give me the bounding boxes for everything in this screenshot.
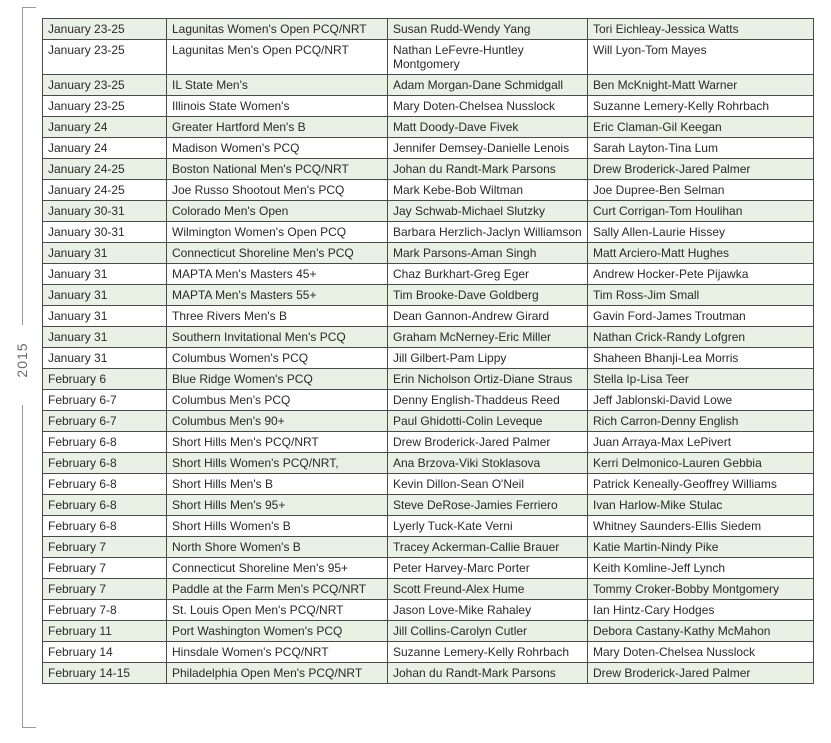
event-cell: Short Hills Men's 95+: [167, 495, 388, 516]
event-cell: North Shore Women's B: [167, 537, 388, 558]
runners-up-cell: Stella Ip-Lisa Teer: [588, 369, 814, 390]
table-row: [43, 159, 814, 180]
runners-up-cell: Shaheen Bhanji-Lea Morris: [588, 348, 814, 369]
table-row: [43, 558, 814, 579]
runners-up-cell: Ivan Harlow-Mike Stulac: [588, 495, 814, 516]
winners-cell: Jill Gilbert-Pam Lippy: [388, 348, 588, 369]
winners-cell: Dean Gannon-Andrew Girard: [388, 306, 588, 327]
runners-up-cell: Gavin Ford-James Troutman: [588, 306, 814, 327]
event-cell: Colorado Men's Open: [167, 201, 388, 222]
event-cell: Connecticut Shoreline Men's 95+: [167, 558, 388, 579]
table-row: [43, 537, 814, 558]
event-cell: Short Hills Men's B: [167, 474, 388, 495]
runners-up-cell: Patrick Keneally-Geoffrey Williams: [588, 474, 814, 495]
event-cell: Philadelphia Open Men's PCQ/NRT: [167, 663, 388, 684]
runners-up-cell: Jeff Jablonski-David Lowe: [588, 390, 814, 411]
date-cell: January 23-25: [43, 96, 167, 117]
date-cell: January 31: [43, 327, 167, 348]
table-row: [43, 453, 814, 474]
event-cell: Madison Women's PCQ: [167, 138, 388, 159]
event-cell: MAPTA Men's Masters 55+: [167, 285, 388, 306]
runners-up-cell: Ian Hintz-Cary Hodges: [588, 600, 814, 621]
date-cell: February 6-8: [43, 474, 167, 495]
bracket-vertical-line: [22, 405, 23, 727]
winners-cell: Lyerly Tuck-Kate Verni: [388, 516, 588, 537]
winners-cell: Barbara Herzlich-Jaclyn Williamson: [388, 222, 588, 243]
table-row: [43, 474, 814, 495]
winners-cell: Paul Ghidotti-Colin Leveque: [388, 411, 588, 432]
winners-cell: Erin Nicholson Ortiz-Diane Straus: [388, 369, 588, 390]
date-cell: February 14: [43, 642, 167, 663]
date-cell: February 7: [43, 558, 167, 579]
winners-cell: Suzanne Lemery-Kelly Rohrbach: [388, 642, 588, 663]
event-cell: IL State Men's: [167, 75, 388, 96]
winners-cell: Kevin Dillon-Sean O'Neil: [388, 474, 588, 495]
table-row: [43, 117, 814, 138]
winners-cell: Mary Doten-Chelsea Nusslock: [388, 96, 588, 117]
date-cell: January 24-25: [43, 180, 167, 201]
date-cell: January 23-25: [43, 19, 167, 40]
winners-cell: Susan Rudd-Wendy Yang: [388, 19, 588, 40]
table-row: [43, 243, 814, 264]
date-cell: January 24: [43, 117, 167, 138]
event-cell: Paddle at the Farm Men's PCQ/NRT: [167, 579, 388, 600]
table-row: [43, 138, 814, 159]
winners-cell: Drew Broderick-Jared Palmer: [388, 432, 588, 453]
winners-cell: Johan du Randt-Mark Parsons: [388, 663, 588, 684]
runners-up-cell: Whitney Saunders-Ellis Siedem: [588, 516, 814, 537]
winners-cell: Denny English-Thaddeus Reed: [388, 390, 588, 411]
date-cell: January 23-25: [43, 40, 167, 75]
runners-up-cell: Andrew Hocker-Pete Pijawka: [588, 264, 814, 285]
bracket-bottom-line: [22, 727, 36, 728]
runners-up-cell: Debora Castany-Kathy McMahon: [588, 621, 814, 642]
date-cell: February 6-8: [43, 516, 167, 537]
event-cell: Connecticut Shoreline Men's PCQ: [167, 243, 388, 264]
event-cell: Hinsdale Women's PCQ/NRT: [167, 642, 388, 663]
winners-cell: Jason Love-Mike Rahaley: [388, 600, 588, 621]
date-cell: February 14-15: [43, 663, 167, 684]
table-row: [43, 201, 814, 222]
winners-cell: Jennifer Demsey-Danielle Lenois: [388, 138, 588, 159]
table-row: [43, 411, 814, 432]
winners-cell: Scott Freund-Alex Hume: [388, 579, 588, 600]
date-cell: February 6-8: [43, 495, 167, 516]
date-cell: February 7: [43, 579, 167, 600]
winners-cell: Mark Kebe-Bob Wiltman: [388, 180, 588, 201]
winners-cell: Matt Doody-Dave Fivek: [388, 117, 588, 138]
winners-cell: Adam Morgan-Dane Schmidgall: [388, 75, 588, 96]
event-cell: Columbus Men's 90+: [167, 411, 388, 432]
table-row: [43, 75, 814, 96]
date-cell: January 24: [43, 138, 167, 159]
bracket-vertical-line: [22, 7, 23, 325]
table-row: [43, 642, 814, 663]
date-cell: February 6-8: [43, 432, 167, 453]
winners-cell: Jay Schwab-Michael Slutzky: [388, 201, 588, 222]
event-cell: Columbus Men's PCQ: [167, 390, 388, 411]
event-cell: Southern Invitational Men's PCQ: [167, 327, 388, 348]
table-row: [43, 495, 814, 516]
winners-cell: Nathan LeFevre-Huntley Montgomery: [388, 40, 588, 75]
winners-cell: Johan du Randt-Mark Parsons: [388, 159, 588, 180]
table-row: [43, 96, 814, 117]
winners-cell: Mark Parsons-Aman Singh: [388, 243, 588, 264]
winners-cell: Peter Harvey-Marc Porter: [388, 558, 588, 579]
event-cell: Three Rivers Men's B: [167, 306, 388, 327]
runners-up-cell: Keith Komline-Jeff Lynch: [588, 558, 814, 579]
runners-up-cell: Matt Arciero-Matt Hughes: [588, 243, 814, 264]
event-cell: Boston National Men's PCQ/NRT: [167, 159, 388, 180]
date-cell: February 11: [43, 621, 167, 642]
date-cell: January 31: [43, 306, 167, 327]
table-row: [43, 369, 814, 390]
event-cell: Lagunitas Women's Open PCQ/NRT: [167, 19, 388, 40]
runners-up-cell: Drew Broderick-Jared Palmer: [588, 663, 814, 684]
date-cell: January 31: [43, 264, 167, 285]
date-cell: February 6-7: [43, 390, 167, 411]
runners-up-cell: Eric Claman-Gil Keegan: [588, 117, 814, 138]
date-cell: February 6-7: [43, 411, 167, 432]
event-cell: Short Hills Women's PCQ/NRT,: [167, 453, 388, 474]
bracket-top-line: [22, 7, 36, 8]
tournament-results-table: [42, 18, 814, 684]
event-cell: Lagunitas Men's Open PCQ/NRT: [167, 40, 388, 75]
date-cell: January 24-25: [43, 159, 167, 180]
date-cell: February 6: [43, 369, 167, 390]
runners-up-cell: Tori Eichleay-Jessica Watts: [588, 19, 814, 40]
table-body: [43, 19, 814, 684]
runners-up-cell: Katie Martin-Nindy Pike: [588, 537, 814, 558]
runners-up-cell: Will Lyon-Tom Mayes: [588, 40, 814, 75]
table-row: [43, 621, 814, 642]
runners-up-cell: Curt Corrigan-Tom Houlihan: [588, 201, 814, 222]
winners-cell: Graham McNerney-Eric Miller: [388, 327, 588, 348]
event-cell: Short Hills Women's B: [167, 516, 388, 537]
runners-up-cell: Mary Doten-Chelsea Nusslock: [588, 642, 814, 663]
table-row: [43, 285, 814, 306]
table-row: [43, 19, 814, 40]
runners-up-cell: Sally Allen-Laurie Hissey: [588, 222, 814, 243]
table-row: [43, 432, 814, 453]
date-cell: January 23-25: [43, 75, 167, 96]
table-row: [43, 390, 814, 411]
year-label: 2015: [14, 342, 30, 378]
table-row: [43, 579, 814, 600]
event-cell: Illinois State Women's: [167, 96, 388, 117]
table-row: [43, 40, 814, 75]
winners-cell: Tim Brooke-Dave Goldberg: [388, 285, 588, 306]
runners-up-cell: Tommy Croker-Bobby Montgomery: [588, 579, 814, 600]
runners-up-cell: Juan Arraya-Max LePivert: [588, 432, 814, 453]
winners-cell: Steve DeRose-Jamies Ferriero: [388, 495, 588, 516]
table-row: [43, 264, 814, 285]
table-row: [43, 222, 814, 243]
runners-up-cell: Ben McKnight-Matt Warner: [588, 75, 814, 96]
runners-up-cell: Rich Carron-Denny English: [588, 411, 814, 432]
date-cell: January 31: [43, 243, 167, 264]
date-cell: January 31: [43, 285, 167, 306]
table-row: [43, 516, 814, 537]
date-cell: January 31: [43, 348, 167, 369]
table-row: [43, 327, 814, 348]
event-cell: Greater Hartford Men's B: [167, 117, 388, 138]
runners-up-cell: Suzanne Lemery-Kelly Rohrbach: [588, 96, 814, 117]
event-cell: Blue Ridge Women's PCQ: [167, 369, 388, 390]
event-cell: Short Hills Men's PCQ/NRT: [167, 432, 388, 453]
runners-up-cell: Tim Ross-Jim Small: [588, 285, 814, 306]
winners-cell: Ana Brzova-Viki Stoklasova: [388, 453, 588, 474]
table-row: [43, 348, 814, 369]
event-cell: St. Louis Open Men's PCQ/NRT: [167, 600, 388, 621]
winners-cell: Chaz Burkhart-Greg Eger: [388, 264, 588, 285]
event-cell: Joe Russo Shootout Men's PCQ: [167, 180, 388, 201]
date-cell: February 7-8: [43, 600, 167, 621]
event-cell: Columbus Women's PCQ: [167, 348, 388, 369]
event-cell: MAPTA Men's Masters 45+: [167, 264, 388, 285]
runners-up-cell: Sarah Layton-Tina Lum: [588, 138, 814, 159]
runners-up-cell: Joe Dupree-Ben Selman: [588, 180, 814, 201]
table-row: [43, 180, 814, 201]
date-cell: February 7: [43, 537, 167, 558]
event-cell: Port Washington Women's PCQ: [167, 621, 388, 642]
runners-up-cell: Kerri Delmonico-Lauren Gebbia: [588, 453, 814, 474]
table-row: [43, 306, 814, 327]
date-cell: January 30-31: [43, 201, 167, 222]
table-row: [43, 600, 814, 621]
date-cell: January 30-31: [43, 222, 167, 243]
runners-up-cell: Drew Broderick-Jared Palmer: [588, 159, 814, 180]
date-cell: February 6-8: [43, 453, 167, 474]
winners-cell: Jill Collins-Carolyn Cutler: [388, 621, 588, 642]
winners-cell: Tracey Ackerman-Callie Brauer: [388, 537, 588, 558]
table-row: [43, 663, 814, 684]
runners-up-cell: Nathan Crick-Randy Lofgren: [588, 327, 814, 348]
event-cell: Wilmington Women's Open PCQ: [167, 222, 388, 243]
